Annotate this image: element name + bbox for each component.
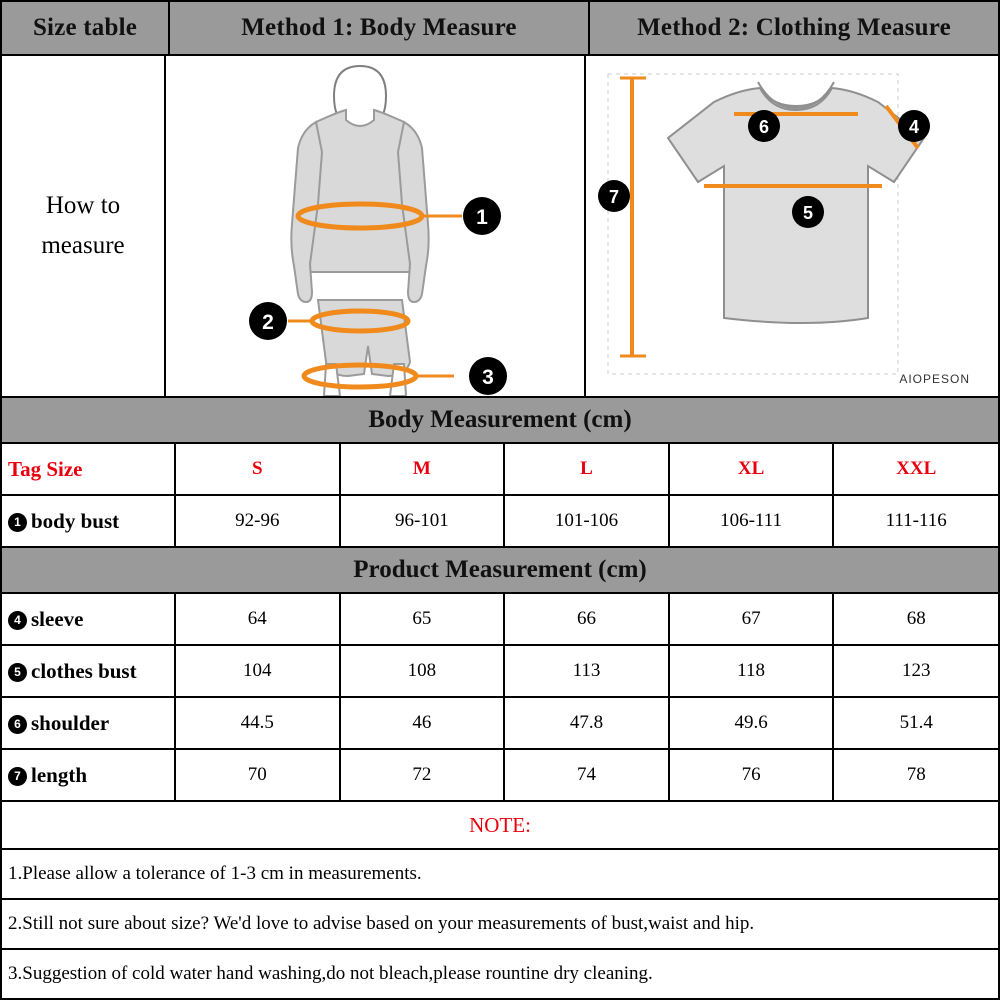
row-label-sleeve bbox=[2, 594, 175, 645]
cell-sleeve-l: 66 bbox=[504, 594, 669, 645]
clothing-marker-4 bbox=[898, 110, 930, 142]
svg-text:2: 2 bbox=[262, 311, 274, 334]
chart-header-row bbox=[2, 2, 998, 56]
cell-shoulder-s: 44.5 bbox=[175, 697, 340, 749]
row-label-shoulder bbox=[2, 697, 175, 749]
column-header-l: L bbox=[504, 444, 669, 495]
cell-clothes-bust-xxl: 123 bbox=[833, 645, 998, 697]
cell-body-bust-l: 101-106 bbox=[504, 495, 669, 547]
body-marker-1 bbox=[463, 197, 501, 235]
cell-length-xl: 76 bbox=[669, 749, 834, 801]
row-label-body-bust bbox=[2, 495, 175, 547]
marker-1-icon: 1 bbox=[8, 513, 27, 532]
cell-body-bust-s: 92-96 bbox=[175, 495, 340, 547]
body-measure-illustration bbox=[166, 56, 586, 396]
cell-sleeve-xxl: 68 bbox=[833, 594, 998, 645]
clothing-measure-illustration bbox=[586, 56, 998, 396]
how-to-measure-label bbox=[2, 56, 166, 396]
table-row bbox=[2, 697, 998, 749]
body-marker-2 bbox=[249, 302, 287, 340]
marker-6-icon: 6 bbox=[8, 715, 27, 734]
row-label-text: sleeve bbox=[31, 606, 84, 631]
table-row bbox=[2, 749, 998, 801]
cell-shoulder-m: 46 bbox=[340, 697, 505, 749]
cell-length-s: 70 bbox=[175, 749, 340, 801]
note-line-3: 3.Suggestion of cold water hand washing,do not bleach,please rountine dry cleaning. bbox=[8, 963, 653, 985]
svg-text:6: 6 bbox=[758, 117, 770, 137]
column-header-xl: XL bbox=[669, 444, 834, 495]
cell-body-bust-xl: 106-111 bbox=[669, 495, 834, 547]
clothing-marker-6 bbox=[748, 110, 780, 142]
table-row bbox=[2, 594, 998, 645]
cell-shoulder-xxl: 51.4 bbox=[833, 697, 998, 749]
marker-4-icon: 4 bbox=[8, 611, 27, 630]
body-figure-svg bbox=[166, 56, 584, 396]
marker-7-icon: 7 bbox=[8, 767, 27, 786]
row-label-text: clothes bust bbox=[31, 658, 137, 683]
column-header-s: S bbox=[175, 444, 340, 495]
cell-body-bust-m: 96-101 bbox=[340, 495, 505, 547]
cell-clothes-bust-l: 113 bbox=[504, 645, 669, 697]
product-measurement-title: Product Measurement (cm) bbox=[2, 548, 998, 594]
row-label-text: length bbox=[31, 762, 88, 787]
header-size-table: Size table bbox=[2, 2, 170, 54]
cell-clothes-bust-m: 108 bbox=[340, 645, 505, 697]
note-line-1: 1.Please allow a tolerance of 1-3 cm in measurements. bbox=[2, 850, 998, 900]
cell-sleeve-s: 64 bbox=[175, 594, 340, 645]
cell-body-bust-xxl: 111-116 bbox=[833, 495, 998, 547]
tshirt-figure-svg bbox=[586, 56, 998, 396]
cell-shoulder-l: 47.8 bbox=[504, 697, 669, 749]
how-to-measure-line-1: How to bbox=[45, 192, 121, 219]
row-label-text: body bust bbox=[31, 508, 120, 533]
svg-text:1: 1 bbox=[476, 206, 488, 229]
row-label-length bbox=[2, 749, 175, 801]
illustration-row bbox=[2, 56, 998, 398]
body-measurement-title: Body Measurement (cm) bbox=[2, 398, 998, 444]
svg-text:3: 3 bbox=[482, 366, 494, 389]
cell-length-m: 72 bbox=[340, 749, 505, 801]
note-title: NOTE: bbox=[2, 802, 998, 850]
product-measurement-table bbox=[2, 594, 998, 802]
body-measurement-table bbox=[2, 444, 998, 548]
clothing-marker-5 bbox=[792, 196, 824, 228]
header-method-2: Method 2: Clothing Measure bbox=[637, 14, 951, 41]
cell-length-xxl: 78 bbox=[833, 749, 998, 801]
how-to-measure-line-2: measure bbox=[41, 232, 125, 259]
table-row bbox=[2, 645, 998, 697]
row-label-text: shoulder bbox=[31, 710, 110, 735]
svg-text:4: 4 bbox=[908, 117, 920, 137]
table-row bbox=[2, 495, 998, 547]
row-label-clothes-bust bbox=[2, 645, 175, 697]
cell-shoulder-xl: 49.6 bbox=[669, 697, 834, 749]
cell-sleeve-xl: 67 bbox=[669, 594, 834, 645]
column-header-m: M bbox=[340, 444, 505, 495]
clothing-marker-7 bbox=[598, 180, 630, 212]
cell-sleeve-m: 65 bbox=[340, 594, 505, 645]
header-method-1: Method 1: Body Measure bbox=[170, 2, 590, 54]
svg-text:7: 7 bbox=[608, 187, 620, 207]
column-header-tag-size: Tag Size bbox=[2, 444, 175, 495]
cell-clothes-bust-xl: 118 bbox=[669, 645, 834, 697]
marker-5-icon: 5 bbox=[8, 663, 27, 682]
cell-length-l: 74 bbox=[504, 749, 669, 801]
note-line-2: 2.Still not sure about size? We'd love to advise based on your measurements of bust,waist and hip. bbox=[2, 900, 998, 950]
body-marker-3 bbox=[469, 357, 507, 395]
svg-text:5: 5 bbox=[802, 203, 814, 223]
cell-clothes-bust-s: 104 bbox=[175, 645, 340, 697]
table-header-row bbox=[2, 444, 998, 495]
column-header-xxl: XXL bbox=[833, 444, 998, 495]
brand-watermark: AIOPESON bbox=[899, 372, 970, 386]
